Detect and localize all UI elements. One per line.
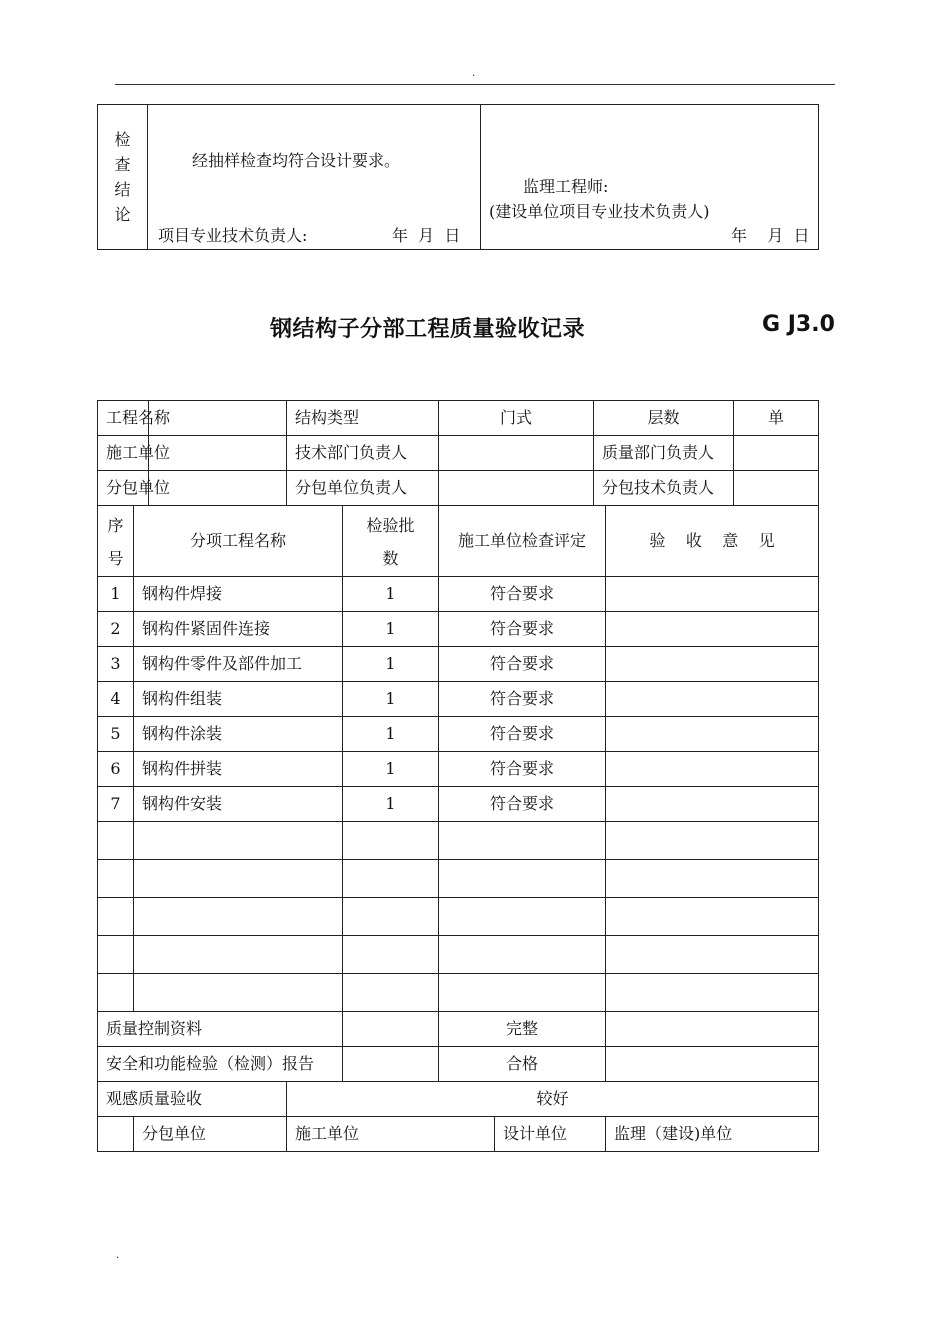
item-eval: 符合要求 — [439, 682, 606, 717]
quality-docs-label: 质量控制资料 — [98, 1012, 343, 1047]
signoff-row — [98, 1117, 819, 1152]
appearance-label: 观感质量验收 — [98, 1082, 287, 1117]
empty-cell — [343, 860, 439, 898]
item-no: 1 — [98, 577, 134, 612]
column-header-row — [98, 506, 819, 577]
col-batch-top: 检验批 — [366, 516, 415, 535]
info-label: 质量部门负责人 — [594, 436, 734, 471]
empty-row — [98, 936, 819, 974]
table-row — [98, 717, 819, 752]
info-label: 层数 — [594, 401, 734, 436]
empty-cell — [134, 936, 343, 974]
tech-lead-label: 项目专业技术负责人: — [158, 226, 308, 245]
vlabel-char: 查 — [114, 155, 131, 174]
page-title: 钢结构子分部工程质量验收记录 — [270, 317, 586, 342]
info-value — [439, 471, 594, 506]
date-right: 年 月 日 — [731, 226, 810, 245]
info-label: 分包单位 — [98, 471, 149, 506]
header-rule — [115, 84, 835, 85]
signoff-construction: 施工单位 — [287, 1117, 495, 1152]
info-label: 工程名称 — [98, 401, 149, 436]
form-code: G J3.0 — [762, 312, 835, 337]
info-value — [734, 436, 819, 471]
table-row — [98, 682, 819, 717]
info-row — [98, 401, 819, 436]
supervisor-note: (建设单位项目专业技术负责人) — [489, 202, 710, 221]
item-name: 钢构件紧固件连接 — [134, 612, 343, 647]
info-row — [98, 436, 819, 471]
empty-cell — [134, 974, 343, 1012]
item-batch: 1 — [343, 682, 439, 717]
vlabel-char: 结 — [114, 180, 131, 199]
item-eval: 符合要求 — [439, 787, 606, 822]
conclusion-table — [97, 104, 819, 250]
col-seq-top: 序 — [107, 516, 124, 535]
item-name: 钢构件焊接 — [134, 577, 343, 612]
info-label: 分包技术负责人 — [594, 471, 734, 506]
table-row — [98, 612, 819, 647]
col-eval: 施工单位检查评定 — [439, 506, 606, 577]
info-label: 施工单位 — [98, 436, 149, 471]
quality-docs-value: 完整 — [439, 1012, 606, 1047]
empty-cell — [343, 822, 439, 860]
empty-cell — [439, 822, 606, 860]
item-opinion — [606, 752, 819, 787]
conclusion-vertical-label — [98, 105, 148, 250]
empty-cell — [606, 1047, 819, 1082]
footer-mark: . — [116, 1250, 120, 1261]
item-no: 7 — [98, 787, 134, 822]
item-no: 5 — [98, 717, 134, 752]
empty-cell — [606, 974, 819, 1012]
empty-row — [98, 822, 819, 860]
item-batch: 1 — [343, 612, 439, 647]
vlabel-char: 论 — [114, 205, 131, 224]
info-label: 结构类型 — [287, 401, 439, 436]
item-opinion — [606, 717, 819, 752]
table-row — [98, 752, 819, 787]
empty-cell — [98, 1117, 134, 1152]
item-name: 钢构件组装 — [134, 682, 343, 717]
item-eval: 符合要求 — [439, 647, 606, 682]
signoff-design: 设计单位 — [495, 1117, 606, 1152]
empty-row — [98, 860, 819, 898]
empty-cell — [343, 1012, 439, 1047]
empty-cell — [98, 822, 134, 860]
table-row — [98, 787, 819, 822]
info-row — [98, 471, 819, 506]
item-opinion — [606, 612, 819, 647]
empty-cell — [606, 860, 819, 898]
empty-cell — [98, 860, 134, 898]
item-eval: 符合要求 — [439, 612, 606, 647]
empty-cell — [606, 822, 819, 860]
item-name: 钢构件零件及部件加工 — [134, 647, 343, 682]
item-opinion — [606, 577, 819, 612]
empty-cell — [606, 936, 819, 974]
summary-row-quality-docs — [98, 1012, 819, 1047]
col-seq-bottom: 号 — [107, 549, 124, 568]
col-seq — [98, 506, 134, 577]
conclusion-left-cell — [148, 105, 481, 250]
col-opinion: 验 收 意 见 — [606, 506, 819, 577]
item-no: 4 — [98, 682, 134, 717]
col-batch — [343, 506, 439, 577]
empty-cell — [343, 936, 439, 974]
empty-cell — [439, 898, 606, 936]
item-eval: 符合要求 — [439, 717, 606, 752]
header-mark: . — [472, 68, 476, 79]
empty-cell — [98, 936, 134, 974]
table-row — [98, 577, 819, 612]
appearance-value: 较好 — [287, 1082, 819, 1117]
safety-value: 合格 — [439, 1047, 606, 1082]
item-no: 2 — [98, 612, 134, 647]
item-batch: 1 — [343, 787, 439, 822]
item-batch: 1 — [343, 647, 439, 682]
empty-cell — [98, 974, 134, 1012]
item-opinion — [606, 787, 819, 822]
item-opinion — [606, 647, 819, 682]
info-label: 技术部门负责人 — [287, 436, 439, 471]
info-value — [734, 471, 819, 506]
item-eval: 符合要求 — [439, 577, 606, 612]
date-left: 年 月 日 — [392, 226, 461, 245]
empty-cell — [343, 1047, 439, 1082]
item-name: 钢构件拼装 — [134, 752, 343, 787]
item-no: 6 — [98, 752, 134, 787]
summary-row-appearance — [98, 1082, 819, 1117]
item-name: 钢构件涂装 — [134, 717, 343, 752]
safety-label: 安全和功能检验（检测）报告 — [98, 1047, 343, 1082]
conclusion-right-cell — [481, 105, 819, 250]
empty-cell — [439, 974, 606, 1012]
item-opinion — [606, 682, 819, 717]
info-label: 分包单位负责人 — [287, 471, 439, 506]
info-value: 单 — [734, 401, 819, 436]
empty-cell — [134, 898, 343, 936]
info-value: 门式 — [439, 401, 594, 436]
empty-cell — [439, 936, 606, 974]
empty-cell — [343, 898, 439, 936]
empty-cell — [134, 860, 343, 898]
col-batch-bottom: 数 — [382, 549, 399, 568]
item-name: 钢构件安装 — [134, 787, 343, 822]
item-eval: 符合要求 — [439, 752, 606, 787]
supervisor-label: 监理工程师: — [523, 177, 609, 196]
item-batch: 1 — [343, 752, 439, 787]
info-value — [439, 436, 594, 471]
item-no: 3 — [98, 647, 134, 682]
empty-row — [98, 974, 819, 1012]
empty-cell — [606, 898, 819, 936]
conclusion-result: 经抽样检查均符合设计要求。 — [192, 151, 401, 170]
empty-cell — [343, 974, 439, 1012]
empty-cell — [98, 898, 134, 936]
vlabel-char: 检 — [114, 130, 131, 149]
acceptance-table — [97, 400, 819, 1152]
item-batch: 1 — [343, 577, 439, 612]
col-name: 分项工程名称 — [134, 506, 343, 577]
signoff-supervision: 监理（建设)单位 — [606, 1117, 819, 1152]
table-row — [98, 647, 819, 682]
empty-cell — [606, 1012, 819, 1047]
empty-cell — [134, 822, 343, 860]
empty-row — [98, 898, 819, 936]
summary-row-safety — [98, 1047, 819, 1082]
item-batch: 1 — [343, 717, 439, 752]
empty-cell — [439, 860, 606, 898]
signoff-sub: 分包单位 — [134, 1117, 287, 1152]
